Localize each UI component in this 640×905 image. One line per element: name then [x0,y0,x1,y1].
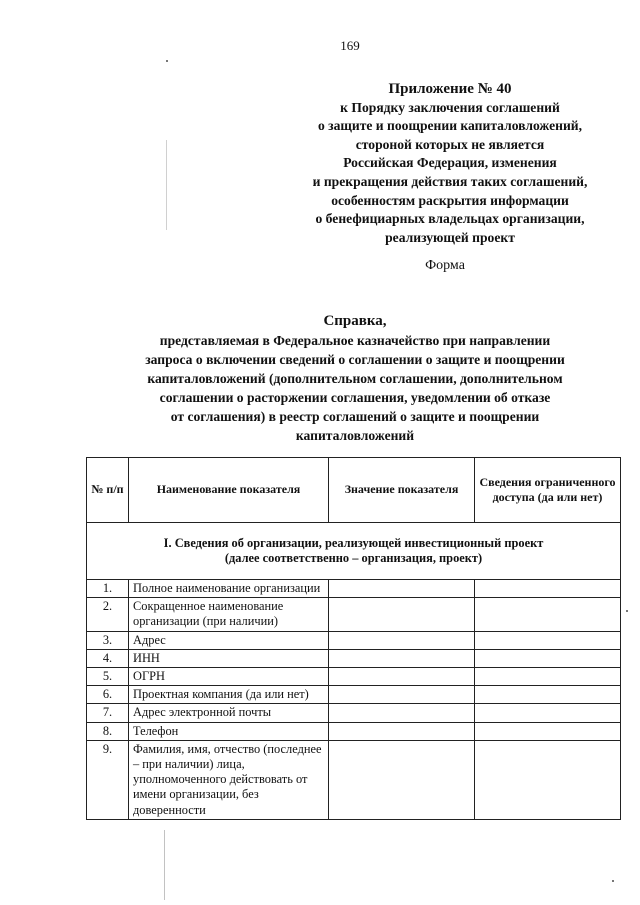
row-restricted-cell[interactable] [475,598,621,631]
row-indicator-name: Фамилия, имя, отчество (последнее – при наличии) лица, уполномоченного действовать от имени организации, без доверенности [129,740,329,819]
row-number: 6. [87,686,129,704]
header-num: № п/п [87,458,129,523]
appendix-line: Российская Федерация, изменения [343,155,557,171]
row-number: 2. [87,598,129,631]
row-value-cell[interactable] [329,668,475,686]
table-row [87,740,621,819]
row-value-cell[interactable] [329,722,475,740]
row-value-cell[interactable] [329,740,475,819]
document-title-line: запроса о включении сведений о соглашении о защите и поощрении [145,352,565,367]
row-indicator-name: Адрес электронной почты [129,704,329,722]
table-header-row [87,458,621,523]
row-restricted-cell[interactable] [475,649,621,667]
document-title-line: капиталовложений [295,428,415,443]
appendix-line: и прекращения действия таких соглашений, [312,173,588,189]
appendix-line: о бенефициарных владельцах организации, [315,211,585,227]
scan-artifact-dot [166,60,168,62]
table-row [87,668,621,686]
document-title-line: от соглашения) в реестр соглашений о защите и поощрении [170,409,540,424]
row-number: 5. [87,668,129,686]
appendix-line: особенностям раскрытия информации [331,192,569,208]
row-restricted-cell[interactable] [475,668,621,686]
table-row [87,704,621,722]
row-number: 8. [87,722,129,740]
row-restricted-cell[interactable] [475,740,621,819]
section-heading-line: I. Сведения об организации, реализующей инвестиционный проект [163,535,544,550]
appendix-line: стороной которых не является [355,136,545,152]
page-number: 169 [340,38,360,53]
row-indicator-name: Полное наименование организации [129,580,329,598]
document-title-line: соглашении о расторжении соглашения, уведомлении об отказе [159,390,551,405]
row-restricted-cell[interactable] [475,631,621,649]
table-row [87,580,621,598]
row-value-cell[interactable] [329,580,475,598]
row-indicator-name: ИНН [129,649,329,667]
row-indicator-name: Адрес [129,631,329,649]
scan-artifact-dot [626,610,628,612]
document-title-line: капиталовложений (дополнительном соглашении, дополнительном [147,371,563,386]
row-number: 7. [87,704,129,722]
form-label: Форма [425,258,465,273]
header-restricted: Сведения ограниченного доступа (да или нет) [475,458,621,523]
scan-artifact-line [164,830,165,900]
table-row [87,598,621,631]
row-value-cell[interactable] [329,649,475,667]
appendix-line: о защите и поощрении капиталовложений, [317,118,583,134]
row-number: 9. [87,740,129,819]
document-title-line: представляемая в Федеральное казначейство при направлении [159,333,551,348]
appendix-title: Приложение № 40 [388,81,512,97]
table-row [87,649,621,667]
row-restricted-cell[interactable] [475,722,621,740]
row-indicator-name: Телефон [129,722,329,740]
appendix-line: реализующей проект [385,229,515,245]
row-value-cell[interactable] [329,704,475,722]
header-value: Значение показателя [329,458,475,523]
row-value-cell[interactable] [329,631,475,649]
row-number: 4. [87,649,129,667]
row-number: 3. [87,631,129,649]
row-restricted-cell[interactable] [475,686,621,704]
appendix-line: к Порядку заключения соглашений [340,99,560,115]
document-title [90,312,620,445]
section-heading-line: (далее соответственно – организация, проект) [224,551,483,565]
appendix-header [270,80,630,247]
scan-artifact-dot [612,880,614,882]
row-indicator-name: ОГРН [129,668,329,686]
row-indicator-name: Проектная компания (да или нет) [129,686,329,704]
section-row [87,523,621,580]
row-indicator-name: Сокращенное наименование организации (при наличии) [129,598,329,631]
row-restricted-cell[interactable] [475,580,621,598]
document-heading: Справка, [323,313,387,329]
table-row [87,686,621,704]
table-row [87,722,621,740]
table-row [87,631,621,649]
form-table [86,457,621,820]
header-name: Наименование показателя [129,458,329,523]
row-restricted-cell[interactable] [475,704,621,722]
row-value-cell[interactable] [329,598,475,631]
section-heading [87,523,621,580]
scan-artifact-line [166,140,167,230]
row-number: 1. [87,580,129,598]
row-value-cell[interactable] [329,686,475,704]
